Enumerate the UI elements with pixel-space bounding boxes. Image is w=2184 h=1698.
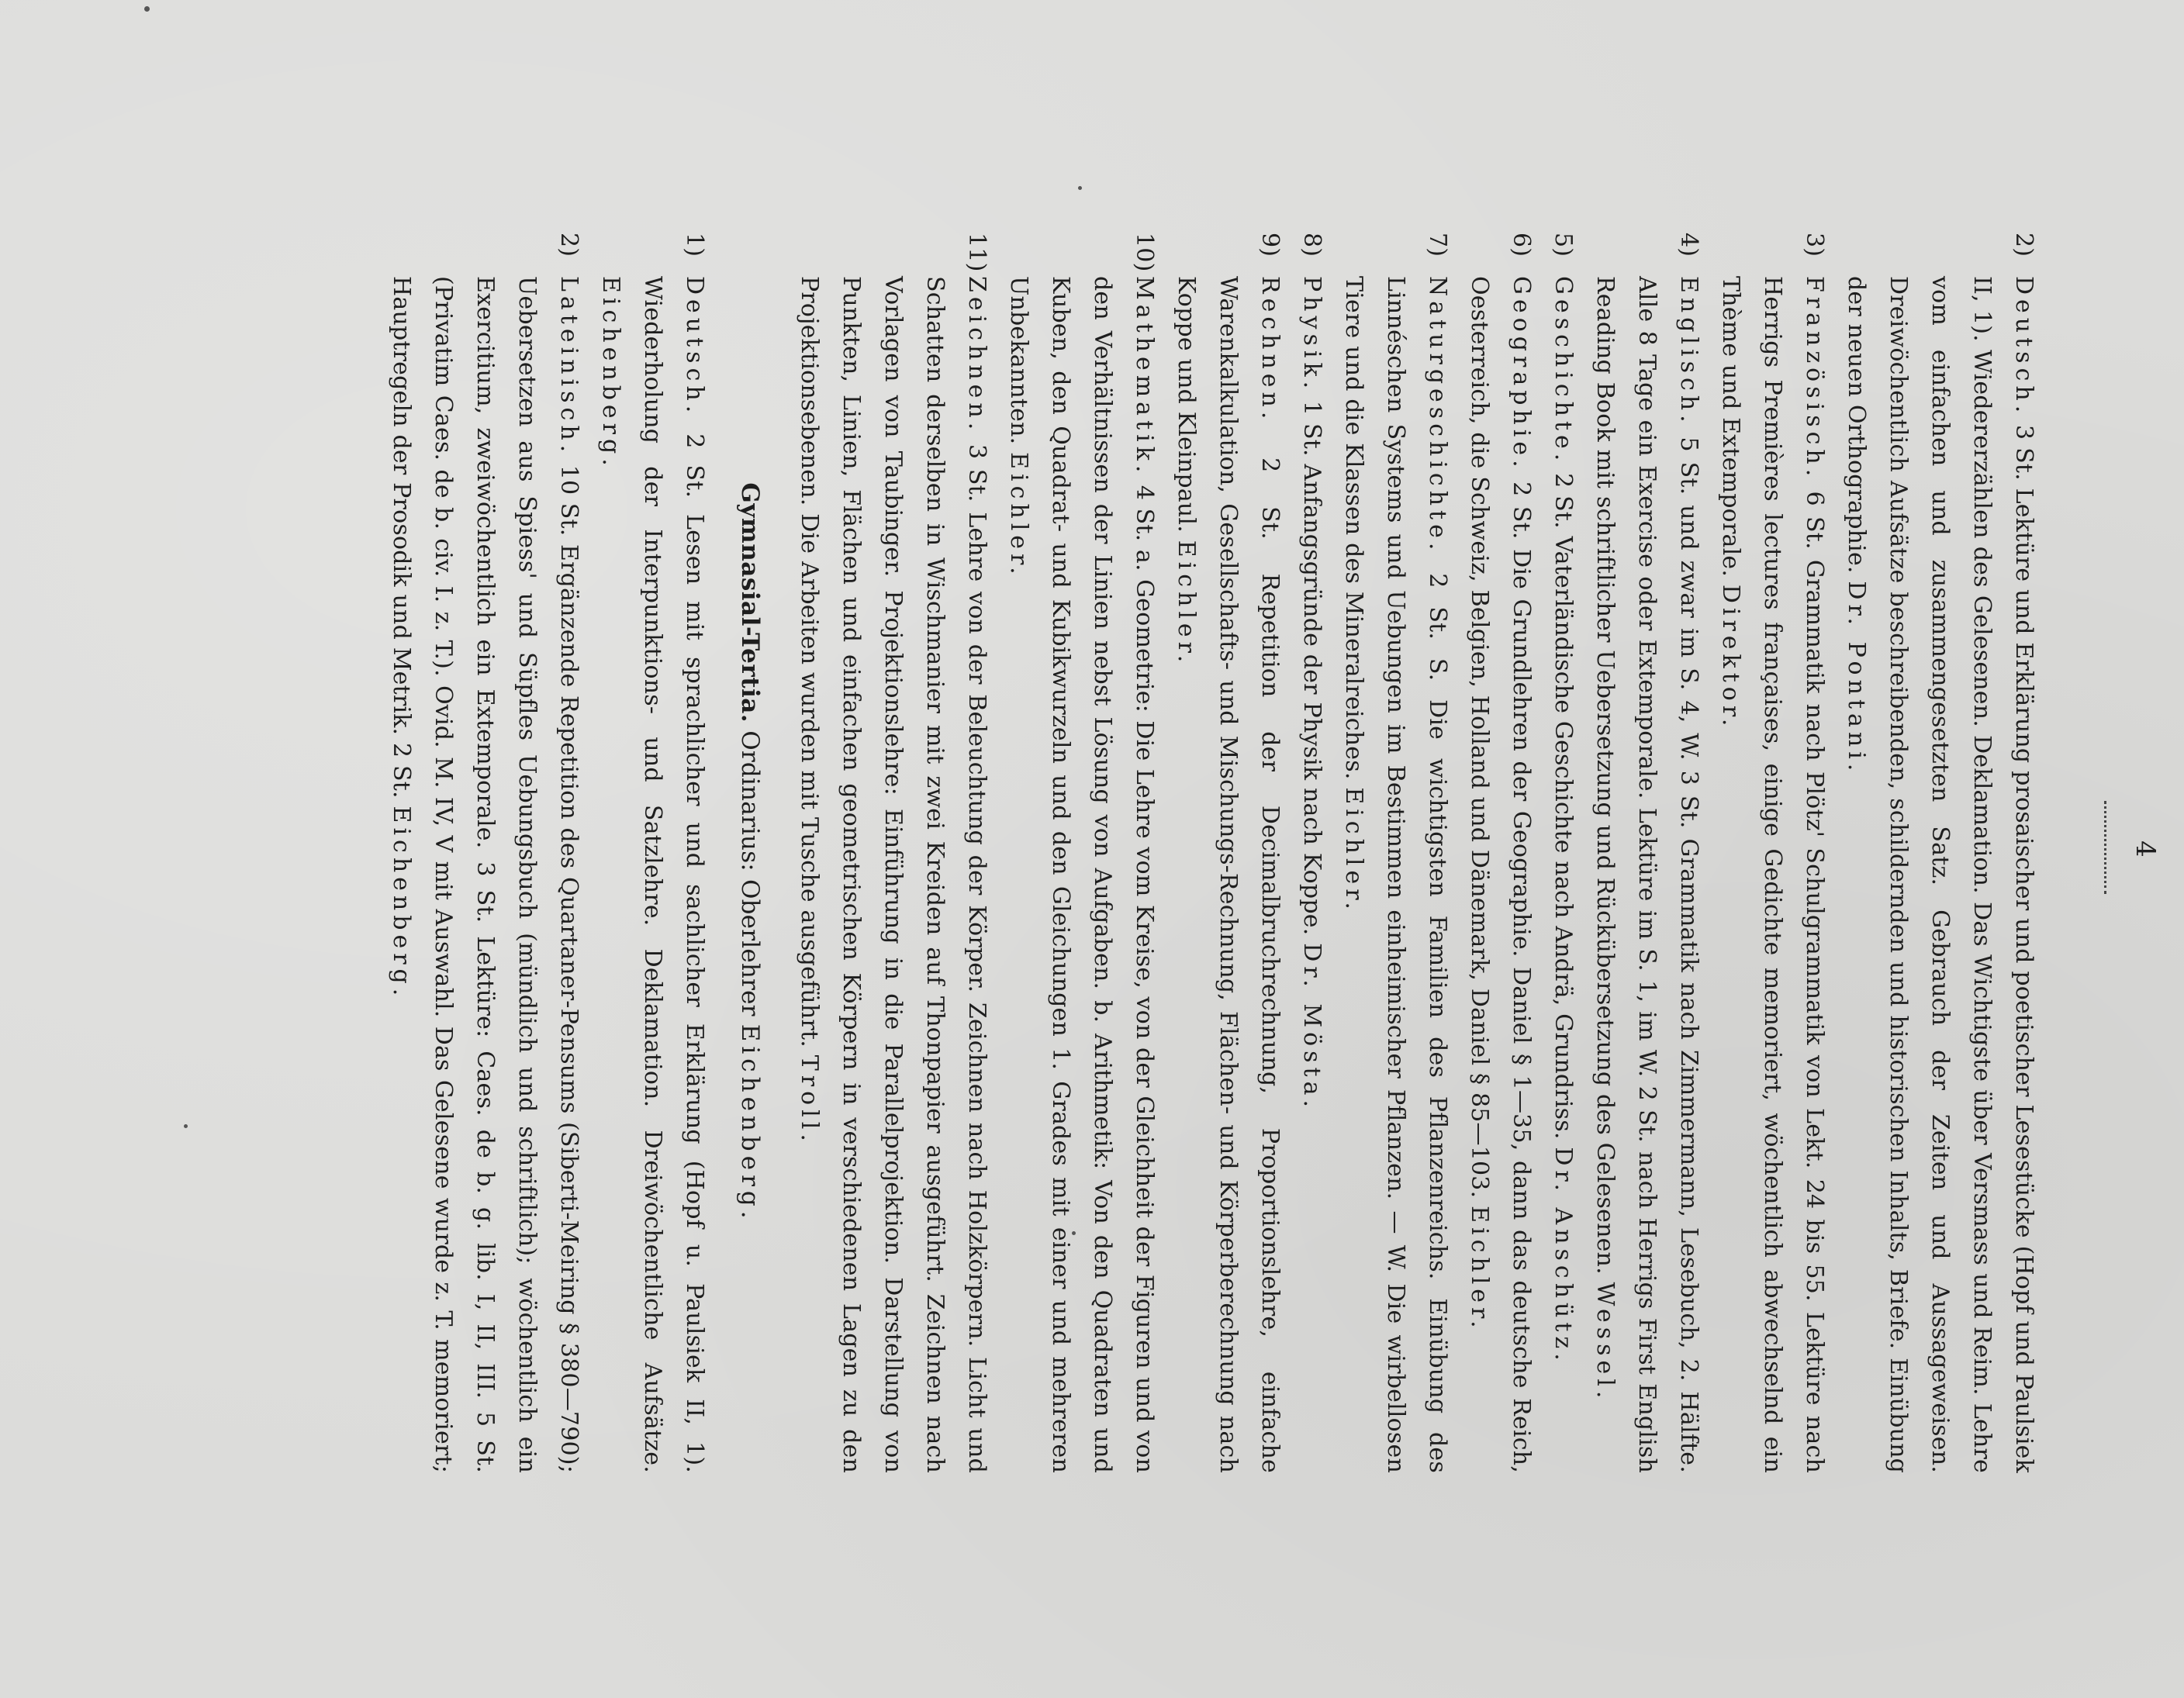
document-body bbox=[380, 233, 2044, 1473]
item-number: 6) bbox=[1508, 233, 1535, 257]
item-text: 2 St. Vaterländische Geschichte nach Andrä, Grundriss. bbox=[1550, 473, 1577, 1140]
subject-name: Mathematik. bbox=[1131, 276, 1158, 478]
item-number: 10) bbox=[1131, 233, 1158, 272]
list-item bbox=[1332, 233, 1458, 1473]
list-item bbox=[997, 233, 1165, 1473]
item-number: 1) bbox=[681, 233, 708, 257]
item-text: 5 St. und zwar im S. 4, W. 3 St. Grammatik nach Zimmermann, Lesebuch, 2. Hälfte. Alle 8 Tage ein Exercise oder Extemporale. Lektüre im S. 1, im W. 2 St. nach Herrigs First English Reading Book mit schriftlicher Uebersetzung und Rückübersetzung des Gelesenen. bbox=[1591, 276, 1702, 1473]
list-item bbox=[380, 233, 589, 1473]
subject-name: Geschichte. bbox=[1550, 276, 1577, 466]
list-item bbox=[1165, 233, 1291, 1473]
teacher-name: Dr. Pontani. bbox=[1843, 581, 1870, 776]
item-number: 11) bbox=[963, 233, 990, 272]
teacher-name: Eichler. bbox=[1173, 540, 1200, 668]
section-title: Gymnasial-Tertia. bbox=[736, 482, 764, 723]
list-item bbox=[1458, 233, 1542, 1473]
item-number: 2) bbox=[2010, 233, 2037, 257]
item-number: 9) bbox=[1256, 233, 1284, 257]
item-text: 2 St. Die Grundlehren der Geographie. Daniel § 1—35, dann das deutsche Reich, Oesterreich, die Schweiz, Belgien, Holland und Dänemark, Daniel § 85—103. bbox=[1466, 276, 1535, 1473]
teacher-name: Eichler. bbox=[1340, 787, 1367, 914]
item-text: 2 St. Lesen mit sprachlicher und sachlicher Erklärung (Hopf u. Paulsiek II, 1). Wiederholung der Interpunktions- und Satzlehre. Deklamation. Dreiwöchentliche Aufsätze. bbox=[639, 276, 708, 1473]
teacher-name: Wessel. bbox=[1591, 1282, 1619, 1403]
list-item bbox=[1709, 233, 1835, 1473]
item-text: 6 St. Grammatik nach Plötz' Schulgrammatik von Lekt. 24 bis 55. Lektüre nach Herrigs Premières lectures françaises, einige Gedichte memoriert, wöchentlich abwechselnd ein Thème und Extemporale. bbox=[1717, 276, 1828, 1473]
item-text: 2 St. Repetition der Decimalbruchrechnung, Proportionslehre, einfache Warenkalkulation, Gesellschafts- und Mischungs-Rechnung, Flächen- und Körperberechnung nach Koppe und Kleinpaul. bbox=[1173, 276, 1284, 1473]
item-text: 2 St. S. Die wichtigsten Familien des Pflanzenreichs. Einübung des Linnéschen Systems und Uebungen im Bestimmen einheimischer Pflanzen. — W. Die wirbellosen Tiere und die Klassen des Mineralreiches. bbox=[1340, 276, 1451, 1473]
item-text: 3 St. Lehre von der Beleuchtung der Körper. Zeichnen nach Holzkörpern. Licht und Schatten derselben in Wischmanier mit zwei Kreiden auf Thonpapier ausgeführt. Zeichnen nach Vorlagen von Taubinger. Projektionslehre: Einführung in die Parallelprojektion. Darstellung von Punkten, Linien, Flächen und einfachen geometrischen Körpern in verschiedenen Lagen zu den Projektionsebenen. Die Arbeiten wurden mit Tusche ausgeführt. bbox=[796, 276, 990, 1473]
teacher-name: Eichenberg. bbox=[597, 276, 624, 471]
ordinarius-name: Eichenberg. bbox=[736, 1023, 764, 1223]
decorative-rule bbox=[2104, 801, 2106, 894]
item-number: 8) bbox=[1298, 233, 1325, 257]
subject-name: Deutsch. bbox=[681, 276, 708, 418]
item-number: 7) bbox=[1424, 233, 1451, 257]
subject-name: Zeichnen. bbox=[963, 276, 990, 435]
subject-name: Französisch. bbox=[1801, 276, 1828, 481]
item-number: 2) bbox=[555, 233, 582, 257]
subject-name: Lateinisch. bbox=[555, 276, 582, 457]
list-item bbox=[788, 233, 997, 1473]
item-text: 10 St. Ergänzende Repetition des Quartaner-Pensums (Siberti-Meiring § 380—790); Uebersetzen aus Spiess' und Süpfles Uebungsbuch (mündlich und schriftlich); wöchentlich ein Exercitium, zweiwöchentlich ein Extemporale. 3 St. Lektüre: Caes. de b. g. lib. I, II, III. 5 St. (Privatim Caes. de b. civ. I. z. T.). Ovid. M. IV, V mit Auswahl. Das Gelesene wurde z. T. memoriert; Hauptregeln der Prosodik und Metrik. 2 St. bbox=[388, 276, 582, 1473]
item-number: 5) bbox=[1550, 233, 1577, 257]
teacher-name: Eichenberg. bbox=[388, 806, 415, 1001]
list-item bbox=[1542, 233, 1584, 1473]
subject-name: Physik. bbox=[1298, 276, 1325, 394]
item-text: 1 St. Anfangsgründe der Physik nach Koppe. bbox=[1298, 400, 1325, 936]
subject-name: Rechnen. bbox=[1256, 276, 1284, 424]
subject-name: Englisch. bbox=[1675, 276, 1702, 427]
item-text: 3 St. Lektüre und Erklärung prosaischer und poetischer Lesestücke (Hopf und Paulsiek II, 1). Wiedererzählen des Gelesenen. Deklamation. Das Wichtigste über Versmass und Reim. Lehre vom einfachen und zusammengesetzten Satz. Gebrauch der Zeiten und Aussageweisen. Dreiwöchentlich Aufsätze beschreibenden, schildernden und historischen Inhalts, Briefe. Einübung der neuen Orthographie. bbox=[1843, 276, 2037, 1473]
list-item bbox=[1835, 233, 2044, 1473]
item-number: 3) bbox=[1801, 233, 1828, 257]
item-number: 4) bbox=[1675, 233, 1702, 257]
teacher-name: Dr. Mösta. bbox=[1298, 943, 1325, 1113]
list-item bbox=[589, 233, 715, 1473]
page-number: 4 bbox=[2130, 840, 2161, 858]
list-item bbox=[1584, 233, 1709, 1473]
teacher-name: Direktor. bbox=[1717, 584, 1744, 731]
item-text: 4 St. a. Geometrie: Die Lehre vom Kreise, von der Gleichheit der Figuren und von den Verhältnissen der Linien nebst Lösung von Aufgaben. b. Arithmetik: Von den Quadraten und Kuben, den Quadrat- und Kubikwurzeln und den Gleichungen 1. Grades mit einer und mehreren Unbekannten. bbox=[1005, 276, 1158, 1473]
teacher-name: Dr. Anschütz. bbox=[1550, 1147, 1577, 1365]
teacher-name: Eichler. bbox=[1466, 1206, 1493, 1333]
teacher-name: Eichler. bbox=[1005, 452, 1032, 579]
subject-name: Naturgeschichte. bbox=[1424, 276, 1451, 555]
list-item bbox=[1291, 233, 1332, 1473]
teacher-name: Troll. bbox=[796, 1054, 823, 1146]
subject-name: Deutsch. bbox=[2010, 276, 2037, 418]
ordinarius-label: Ordinarius: Oberlehrer bbox=[736, 730, 764, 1016]
subject-name: Geographie. bbox=[1508, 276, 1535, 472]
section-heading bbox=[729, 233, 771, 1473]
